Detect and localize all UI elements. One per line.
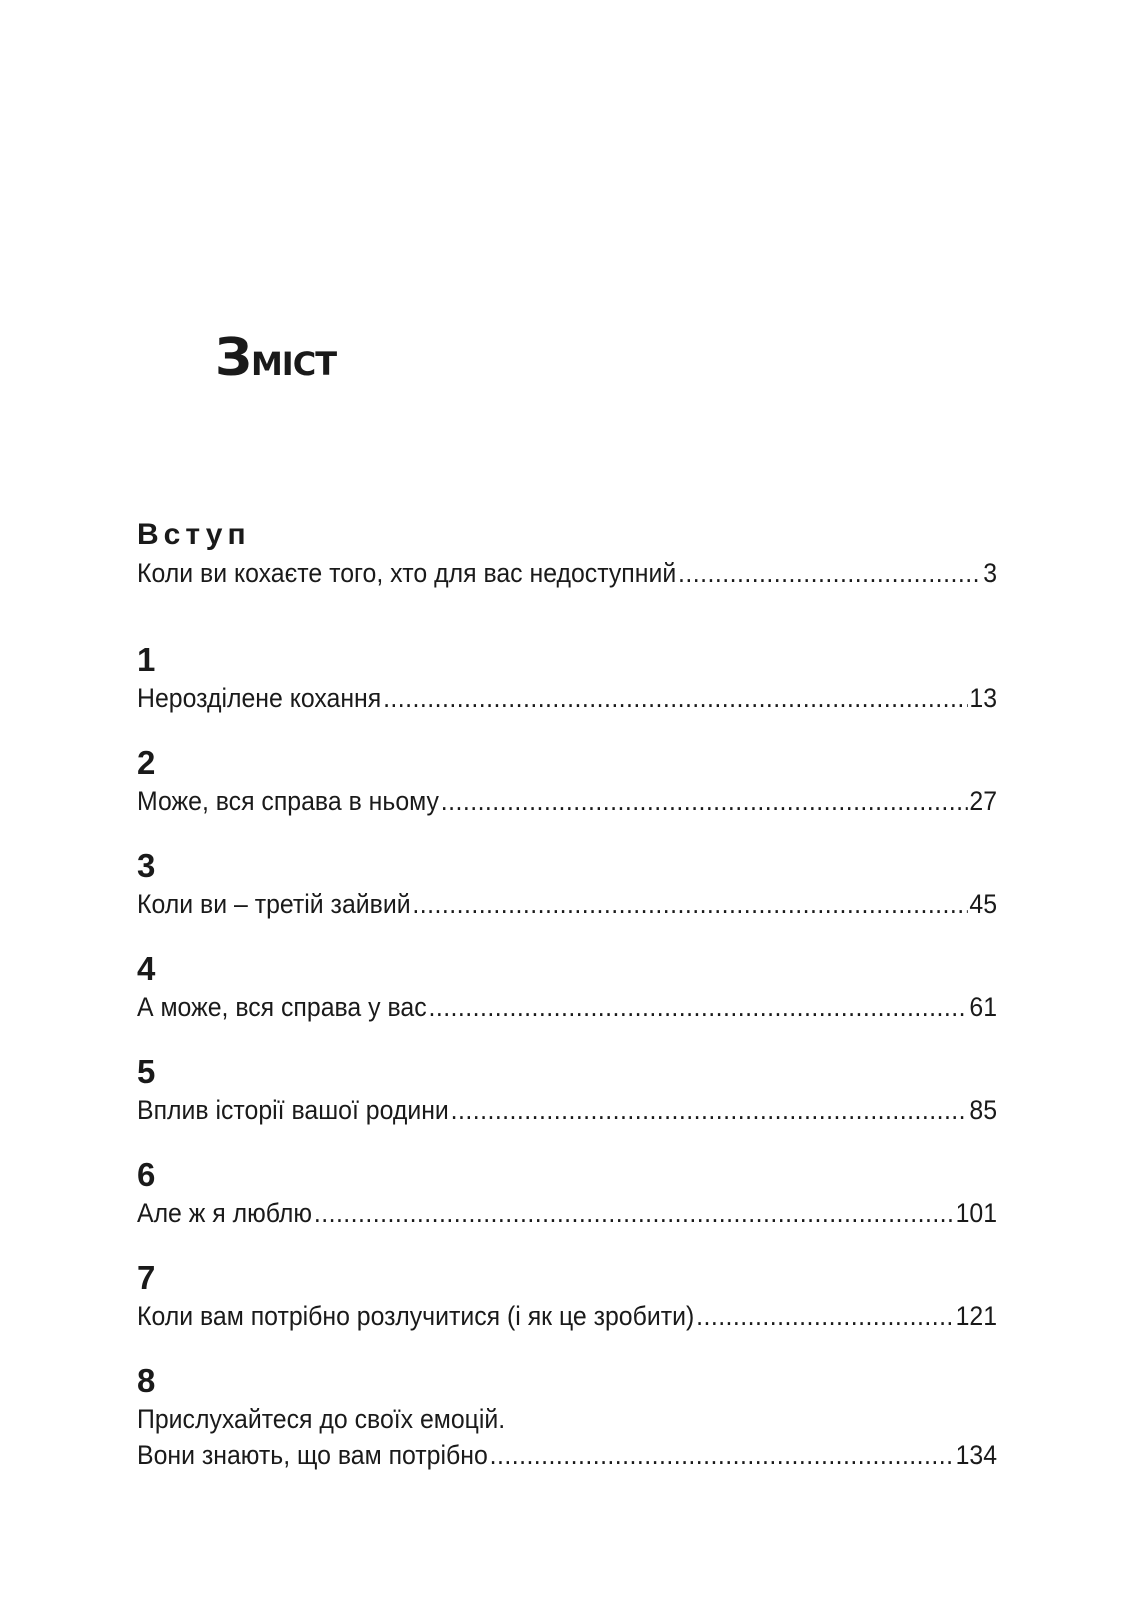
entry-page: 61 [969,992,998,1022]
toc-entry[interactable] [137,783,997,819]
entry-title: А може, вся справа у вас [137,992,427,1022]
dot-leader [383,680,967,716]
entry-page: 13 [969,683,998,713]
entry-page: 27 [969,786,998,816]
entry-page: 45 [969,889,998,919]
dot-leader [314,1195,954,1231]
toc-entry[interactable] [137,1195,997,1231]
entry-title: Нерозділене кохання [137,683,382,713]
dot-leader [428,989,967,1025]
dot-leader [490,1437,954,1473]
section-label: 1 [137,641,156,678]
section-label: 3 [137,847,156,884]
toc-section-4 [137,949,997,1025]
table-of-contents [137,515,997,1500]
dot-leader [451,1092,968,1128]
entry-title: Коли вам потрібно розлучитися (і як це зробити) [137,1301,695,1331]
entry-title: Але ж я люблю [137,1198,313,1228]
section-label: 2 [137,744,156,781]
entry-page: 134 [955,1440,998,1470]
toc-section-5 [137,1052,997,1128]
section-label: 4 [137,950,156,987]
toc-section-1 [137,640,997,716]
dot-leader [678,555,981,591]
toc-section-2 [137,743,997,819]
section-label: 5 [137,1053,156,1090]
toc-entry[interactable] [137,1092,997,1128]
toc-entry[interactable] [137,1437,997,1473]
section-label: 7 [137,1259,156,1296]
title-rest: міст [250,332,337,386]
toc-entry[interactable] [137,886,997,922]
entry-title: Коли ви кохаєте того, хто для вас недоступний [137,558,677,588]
entry-title: Вони знають, що вам потрібно [137,1440,488,1470]
section-label: 6 [137,1156,156,1193]
toc-entry[interactable] [137,1298,997,1334]
entry-title: Може, вся справа в ньому [137,786,439,816]
entry-title-line1: Прислухайтеся до своїх емоцій. [137,1404,506,1434]
section-label: 8 [137,1362,156,1399]
entry-page: 3 [983,558,998,588]
section-label: Вступ [137,518,251,551]
entry-page: 101 [955,1198,998,1228]
dot-leader [412,886,967,922]
entry-page: 85 [969,1095,998,1125]
toc-entry[interactable] [137,680,997,716]
toc-section-8 [137,1361,997,1473]
page-title [215,330,336,387]
dot-leader [696,1298,954,1334]
toc-entry[interactable] [137,555,997,591]
title-initial: З [215,328,251,388]
entry-title: Коли ви – третій зайвий [137,889,411,919]
toc-section-7 [137,1258,997,1334]
entry-title: Вплив історії вашої родини [137,1095,449,1125]
toc-section-6 [137,1155,997,1231]
entry-page: 121 [955,1301,998,1331]
toc-section-3 [137,846,997,922]
dot-leader [441,783,968,819]
toc-entry[interactable] [137,989,997,1025]
toc-section-intro [137,515,997,591]
